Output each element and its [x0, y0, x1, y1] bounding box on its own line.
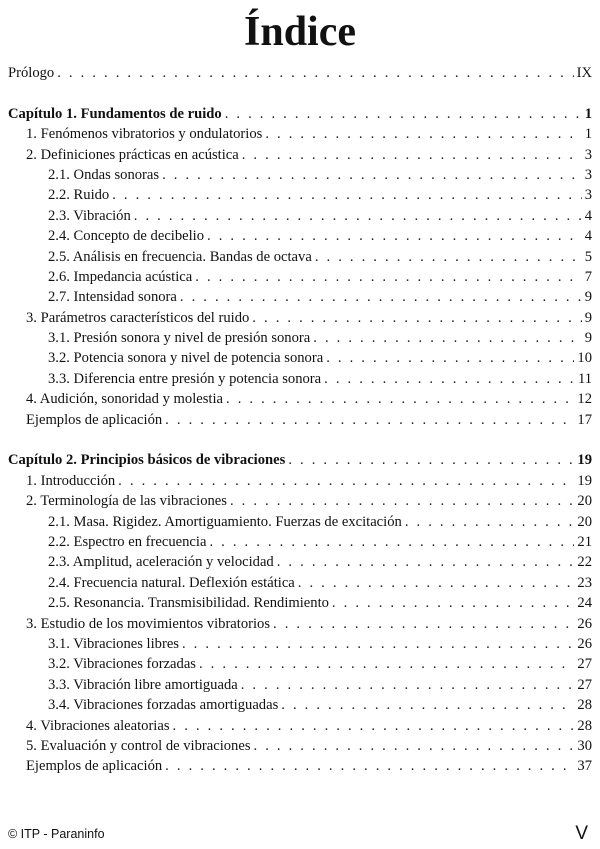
toc-entry-page: 22 — [577, 554, 592, 571]
toc-entry-label: 2.1. Masa. Rigidez. Amortiguamiento. Fuerzas de excitación — [48, 513, 402, 530]
toc-section-entry — [8, 736, 592, 756]
dot-leader — [207, 226, 582, 246]
toc-entry-label: 5. Evaluación y control de vibraciones — [26, 737, 251, 754]
dot-leader — [162, 165, 582, 185]
toc-entry-page: 21 — [577, 533, 592, 550]
toc-entry-label: 2.7. Intensidad sonora — [48, 289, 177, 306]
table-of-contents — [8, 63, 592, 777]
dot-leader — [226, 389, 574, 409]
toc-section-entry — [8, 145, 592, 165]
dot-leader — [298, 573, 575, 593]
toc-entry-label: 4. Audición, sonoridad y molestia — [26, 391, 223, 408]
toc-entry-page: IX — [576, 65, 592, 81]
toc-subsection-entry — [8, 267, 592, 287]
toc-entry-page: 37 — [577, 758, 592, 775]
dot-leader — [165, 756, 574, 776]
toc-entry-page: 23 — [577, 574, 592, 591]
toc-entry-label: 3.1. Presión sonora y nivel de presión sonora — [48, 330, 311, 347]
dot-leader — [252, 308, 581, 328]
dot-leader — [230, 491, 574, 511]
toc-entry-page: 3 — [584, 146, 592, 163]
chapter-list — [8, 104, 592, 777]
toc-section-entry — [8, 614, 592, 634]
dot-leader — [165, 410, 574, 430]
toc-entry-page: 20 — [577, 513, 592, 530]
dot-leader — [225, 104, 582, 124]
footer-page-number: V — [575, 823, 588, 844]
dot-leader — [209, 532, 574, 552]
toc-entry-label: 2.3. Vibración — [48, 207, 131, 224]
toc-entry-page: 30 — [577, 737, 592, 754]
toc-entry-page: 9 — [584, 330, 592, 347]
toc-section-entry — [8, 308, 592, 328]
toc-subsection-entry — [8, 634, 592, 654]
toc-entry-label: 3.2. Potencia sonora y nivel de potencia sonora — [48, 350, 324, 367]
toc-section-entry — [8, 124, 592, 144]
dot-leader — [281, 695, 574, 715]
toc-subsection-entry — [8, 185, 592, 205]
toc-subsection-entry — [8, 512, 592, 532]
toc-entry-page: 20 — [577, 493, 592, 510]
toc-section-entry — [8, 716, 592, 736]
toc-subsection-entry — [8, 328, 592, 348]
toc-subsection-entry — [8, 369, 592, 389]
toc-entry-page: 11 — [577, 370, 592, 387]
dot-leader — [332, 593, 574, 613]
toc-entry-page: 17 — [577, 411, 592, 428]
dot-leader — [242, 145, 582, 165]
toc-entry-label: 2.2. Ruido — [48, 187, 110, 204]
dot-leader — [326, 348, 574, 368]
toc-subsection-entry — [8, 552, 592, 572]
toc-entry-label: Ejemplos de aplicación — [26, 758, 163, 775]
dot-leader — [118, 471, 574, 491]
dot-leader — [173, 716, 575, 736]
toc-subsection-entry — [8, 573, 592, 593]
footer-publisher: © ITP - Paraninfo — [8, 827, 105, 841]
toc-entry-page: 1 — [584, 126, 592, 143]
toc-entry-page: 26 — [577, 635, 592, 652]
toc-entry-page: 3 — [584, 187, 592, 204]
toc-chapter-heading — [8, 104, 592, 124]
toc-subsection-entry — [8, 593, 592, 613]
toc-entry-page: 4 — [584, 207, 592, 224]
dot-leader — [241, 675, 575, 695]
toc-section-entry — [8, 491, 592, 511]
toc-entry-label: 2. Terminología de las vibraciones — [26, 493, 227, 510]
toc-entry-label: 3.3. Diferencia entre presión y potencia sonora — [48, 370, 322, 387]
dot-leader — [405, 512, 575, 532]
toc-entry-prologue — [8, 63, 592, 83]
toc-entry-label: 2.5. Análisis en frecuencia. Bandas de octava — [48, 248, 312, 265]
toc-entry-label: Prólogo — [8, 65, 55, 81]
toc-entry-page: 5 — [584, 248, 592, 265]
dot-leader — [195, 267, 581, 287]
toc-subsection-entry — [8, 206, 592, 226]
toc-entry-label: 2.1. Ondas sonoras — [48, 166, 160, 183]
toc-entry-label: 2. Definiciones prácticas en acústica — [26, 146, 239, 163]
toc-entry-label: 3.1. Vibraciones libres — [48, 635, 179, 652]
toc-entry-label: 1. Introducción — [26, 472, 116, 489]
toc-entry-page: 19 — [577, 452, 592, 469]
dot-leader — [273, 614, 574, 634]
toc-entry-page: 19 — [577, 472, 592, 489]
dot-leader — [134, 206, 582, 226]
toc-entry-page: 9 — [584, 289, 592, 306]
dot-leader — [324, 369, 575, 389]
toc-entry-label: 3.3. Vibración libre amortiguada — [48, 676, 238, 693]
toc-section-entry — [8, 471, 592, 491]
toc-entry-page: 24 — [577, 595, 592, 612]
toc-subsection-entry — [8, 532, 592, 552]
toc-entry-page: 7 — [584, 268, 592, 285]
toc-subsection-entry — [8, 226, 592, 246]
dot-leader — [182, 634, 574, 654]
toc-entry-page: 12 — [577, 391, 592, 408]
dot-leader — [288, 450, 574, 470]
dot-leader — [199, 654, 574, 674]
dot-leader — [180, 287, 582, 307]
page-title: Índice — [243, 9, 356, 55]
toc-entry-label: 4. Vibraciones aleatorias — [26, 717, 170, 734]
toc-entry-label: 2.4. Frecuencia natural. Deflexión estática — [48, 574, 295, 591]
dot-leader — [112, 185, 581, 205]
toc-entry-page: 1 — [584, 105, 592, 122]
toc-entry-page: 26 — [577, 615, 592, 632]
toc-entry-label: Capítulo 1. Fundamentos de ruido — [8, 105, 222, 122]
toc-subsection-entry — [8, 348, 592, 368]
toc-entry-label: Capítulo 2. Principios básicos de vibraciones — [8, 452, 286, 469]
toc-entry-label: 2.6. Impedancia acústica — [48, 268, 193, 285]
toc-entry-page: 10 — [577, 350, 592, 367]
toc-chapter-heading — [8, 450, 592, 470]
dot-leader — [315, 247, 582, 267]
dot-leader — [57, 63, 573, 83]
toc-subsection-entry — [8, 287, 592, 307]
toc-entry-page: 9 — [584, 309, 592, 326]
toc-entry-label: 1. Fenómenos vibratorios y ondulatorios — [26, 126, 263, 143]
toc-subsection-entry — [8, 247, 592, 267]
toc-entry-label: 2.4. Concepto de decibelio — [48, 228, 205, 245]
toc-entry-page: 27 — [577, 656, 592, 673]
toc-entry-label: 2.3. Amplitud, aceleración y velocidad — [48, 554, 274, 571]
toc-entry-page: 28 — [577, 697, 592, 714]
toc-entry-label: Ejemplos de aplicación — [26, 411, 163, 428]
dot-leader — [313, 328, 581, 348]
toc-subsection-entry — [8, 654, 592, 674]
toc-entry-page: 4 — [584, 228, 592, 245]
toc-entry-page: 28 — [577, 717, 592, 734]
toc-entry-page: 3 — [584, 166, 592, 183]
toc-entry-label: 3. Estudio de los movimientos vibratorios — [26, 615, 271, 632]
toc-entry-label: 3. Parámetros característicos del ruido — [26, 309, 250, 326]
toc-section-entry — [8, 389, 592, 409]
dot-leader — [277, 552, 575, 572]
toc-subsection-entry — [8, 695, 592, 715]
toc-entry-label: 3.4. Vibraciones forzadas amortiguadas — [48, 697, 279, 714]
toc-entry-label: 2.5. Resonancia. Transmisibilidad. Rendimiento — [48, 595, 329, 612]
toc-subsection-entry — [8, 165, 592, 185]
dot-leader — [265, 124, 581, 144]
toc-subsection-entry — [8, 675, 592, 695]
toc-entry-label: 3.2. Vibraciones forzadas — [48, 656, 196, 673]
dot-leader — [254, 736, 575, 756]
toc-entry-page: 27 — [577, 676, 592, 693]
toc-section-entry — [8, 756, 592, 776]
toc-section-entry — [8, 410, 592, 430]
toc-entry-label: 2.2. Espectro en frecuencia — [48, 533, 207, 550]
